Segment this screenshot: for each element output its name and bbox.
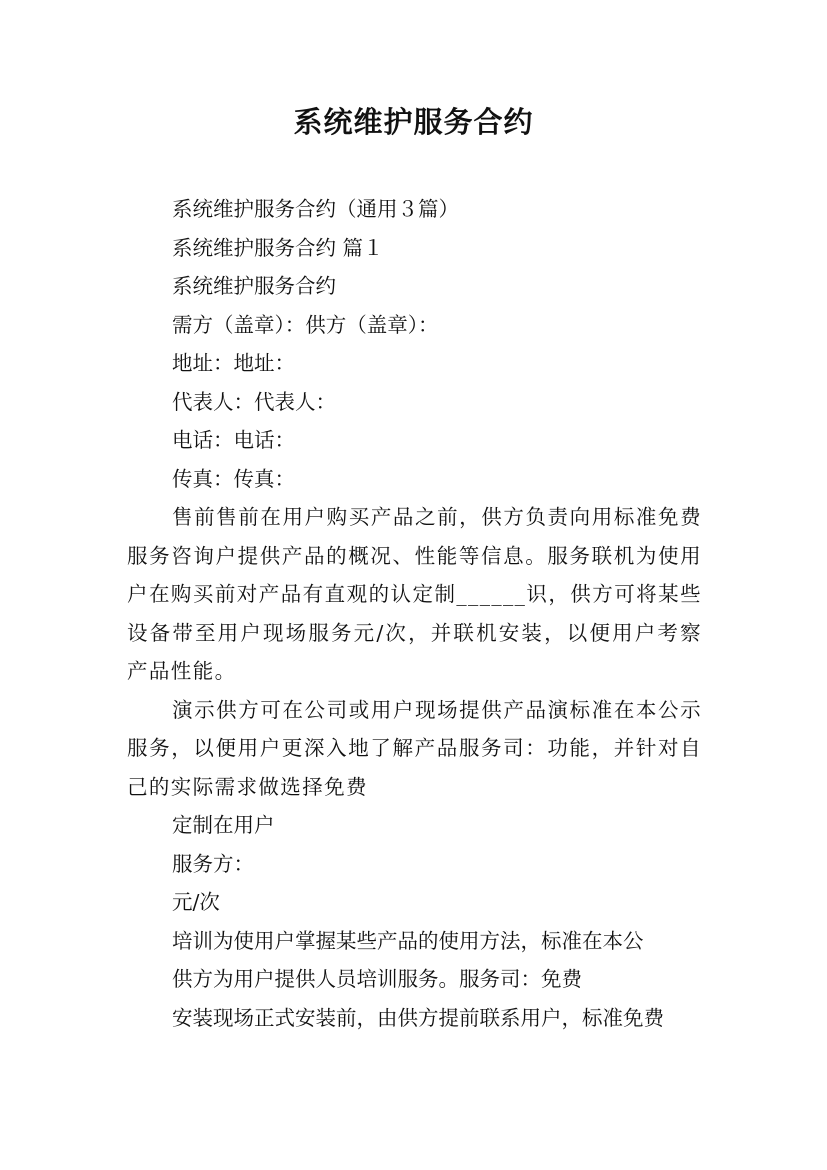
training-line: 培训为使用户掌握某些产品的使用方法，标准在本公: [172, 928, 644, 953]
service-party-line: 服务方：: [172, 851, 254, 876]
installation-line: 安装现场正式安装前，由供方提前联系用户，标准免费: [172, 1005, 664, 1030]
contract-name-line: 系统维护服务合约: [172, 274, 336, 298]
custom-service-line: 定制在用户: [172, 813, 275, 837]
demo-paragraph: 演示供方可在公司或用户现场提供产品演标准在本公示服务，以便用户更深入地了解产品服务司：功能，并针对自己的实际需求做选择免费: [127, 697, 702, 799]
representative-line: 代表人：代表人：: [172, 389, 336, 414]
document-title: 系统维护服务合约: [293, 105, 534, 139]
price-per-time-line: 元/次: [172, 890, 220, 914]
fax-line: 传真：传真：: [172, 466, 295, 491]
address-line: 地址：地址：: [172, 351, 295, 375]
training-service-line: 供方为用户提供人员培训服务。服务司：免费: [172, 967, 582, 991]
phone-line: 电话：电话：: [172, 428, 295, 452]
presale-paragraph: 售前售前在用户购买产品之前，供方负责向用标准免费服务咨询户提供产品的概况、性能等信息。服务联机为使用户在购买前对产品有直观的认定制______识，供方可将某些设备带至用户现场服务元/次，并联机安装，以便用户考察产品性能。: [127, 505, 702, 683]
party-stamp-line: 需方（盖章）：供方（盖章）：: [172, 312, 439, 337]
contract-heading-line: 系统维护服务合约（通用３篇）: [172, 197, 459, 221]
contract-part-line: 系统维护服务合约 篇１: [172, 235, 384, 260]
document-body: [127, 190, 702, 1037]
